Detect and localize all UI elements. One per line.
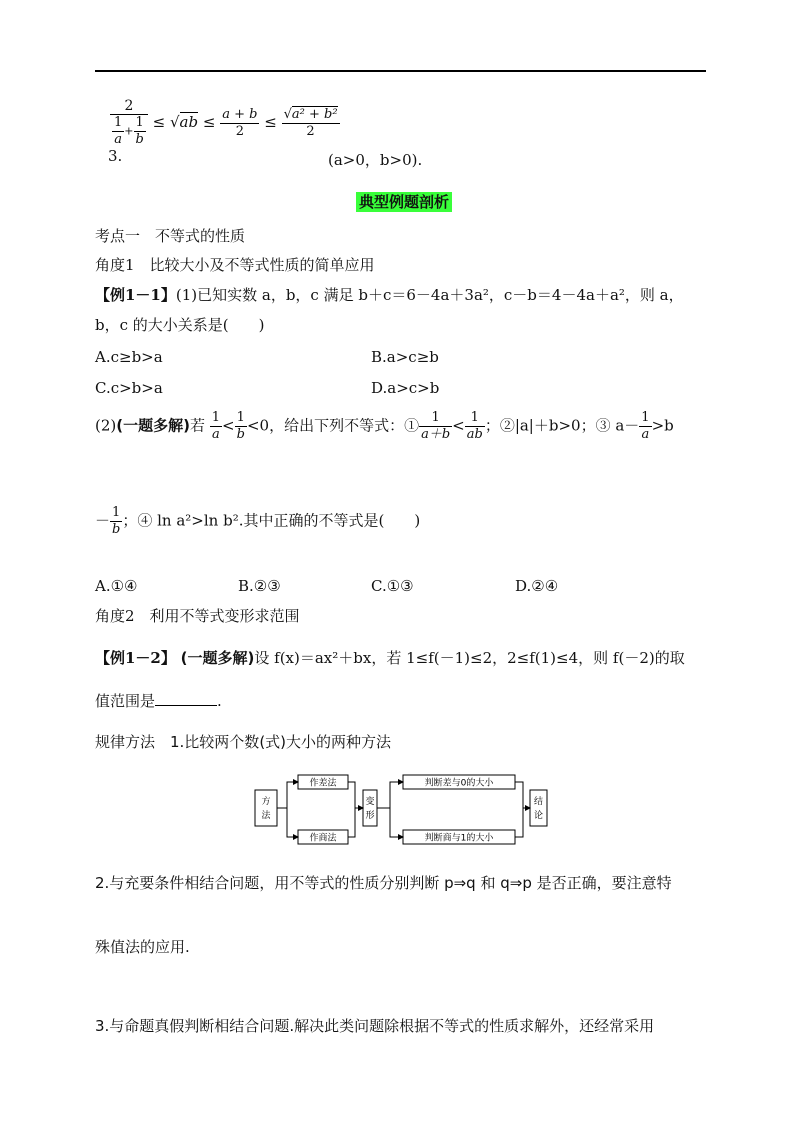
arithmetic-mean: $\frac{a + b}{2}$ [222, 106, 258, 139]
sqrt-ab: √ab [169, 113, 199, 131]
text-conclude-2: 论 [533, 811, 544, 821]
text-quot: 作商法 [309, 833, 337, 844]
option-a: A.c≥b>a [95, 348, 163, 366]
text-judge-quot: 判断商与1的大小 [424, 833, 494, 844]
option-c: C.c>b>a [95, 379, 163, 397]
harmonic-mean: 2 $\frac{1}{a}$ + $\frac{1}{b}$ [110, 98, 148, 148]
jiaodu1-title: 角度1 比较大小及不等式性质的简单应用 [95, 256, 375, 274]
text-method-1: 方 [261, 797, 271, 807]
example-1-2-line2: 值范围是 . [95, 692, 222, 710]
option-c-2: C.①③ [371, 577, 414, 595]
example-1-1-line2: b，c 的大小关系是( ) [95, 316, 265, 334]
quadratic-mean: $\frac{\text{√a² + b²}}{2}$ [283, 106, 338, 139]
text-diff: 作差法 [309, 778, 337, 789]
method-point-2-line2: 殊值法的应用. [95, 938, 190, 956]
top-rule [95, 70, 706, 72]
example-1-1-part2-line2: － $\frac{1}{b}$ ；④ ln a²>ln b².其中正确的不等式是( ) [95, 505, 421, 537]
text-conclude-1: 结 [533, 797, 544, 807]
answer-blank[interactable] [155, 691, 217, 706]
option-d: D.a>c>b [371, 379, 440, 397]
method-title: 规律方法 1.比较两个数(式)大小的两种方法 [95, 733, 392, 751]
option-d-2: D.②④ [515, 577, 559, 595]
example-1-2-line1: 【例1－2】 (一题多解)设 f(x)＝ax²＋bx，若 1≤f(－1)≤2，2≤f(1)≤4，则 f(－2)的取 [95, 649, 685, 667]
method-point-3-line1: 3.与命题真假判断相结合问题.解决此类问题除根据不等式的性质求解外，还经常采用 [95, 1017, 655, 1035]
example-1-1-line1: 【例1－1】(1)已知实数 a，b，c 满足 b＋c＝6－4a＋3a²，c－b＝4－4a＋a²，则 a， [95, 286, 684, 304]
text-method-2: 法 [261, 811, 271, 821]
option-a-2: A.①④ [95, 577, 138, 595]
mean-inequality-formula: 2 $\frac{1}{a}$ + $\frac{1}{b}$ ≤ √ab ≤ $\frac{a + b}{2}$ ≤ $\frac{\text{√a² + b²}}{2}$ [110, 98, 340, 148]
section-heading: 典型例题剖析 [356, 191, 452, 212]
jiaodu2-title: 角度2 利用不等式变形求范围 [95, 607, 300, 625]
kaodian-title: 考点一 不等式的性质 [95, 227, 246, 245]
text-transform-1: 变 [365, 797, 375, 807]
example-1-1-part2: (2)(一题多解)若 $\frac{1}{a}$ < $\frac{1}{b}$ <0，给出下列不等式：① $\frac{1}{a+b}$ < $\frac{1}{ab}$ ；②|a|＋b>0；③ a－ $\frac{1}{a}$ >b [95, 410, 674, 442]
condition-text: (a>0，b>0). [328, 151, 423, 169]
option-b: B.a>c≥b [371, 348, 439, 366]
method-point-2-line1: 2.与充要条件相结合问题，用不等式的性质分别判断 p⇒q 和 q⇒p 是否正确，要注意特 [95, 874, 672, 892]
text-transform-2: 形 [365, 811, 375, 821]
comparison-flow-diagram [245, 770, 557, 848]
section-3-label: 3. [108, 147, 123, 165]
option-b-2: B.②③ [238, 577, 281, 595]
text-judge-diff: 判断差与0的大小 [424, 778, 494, 789]
